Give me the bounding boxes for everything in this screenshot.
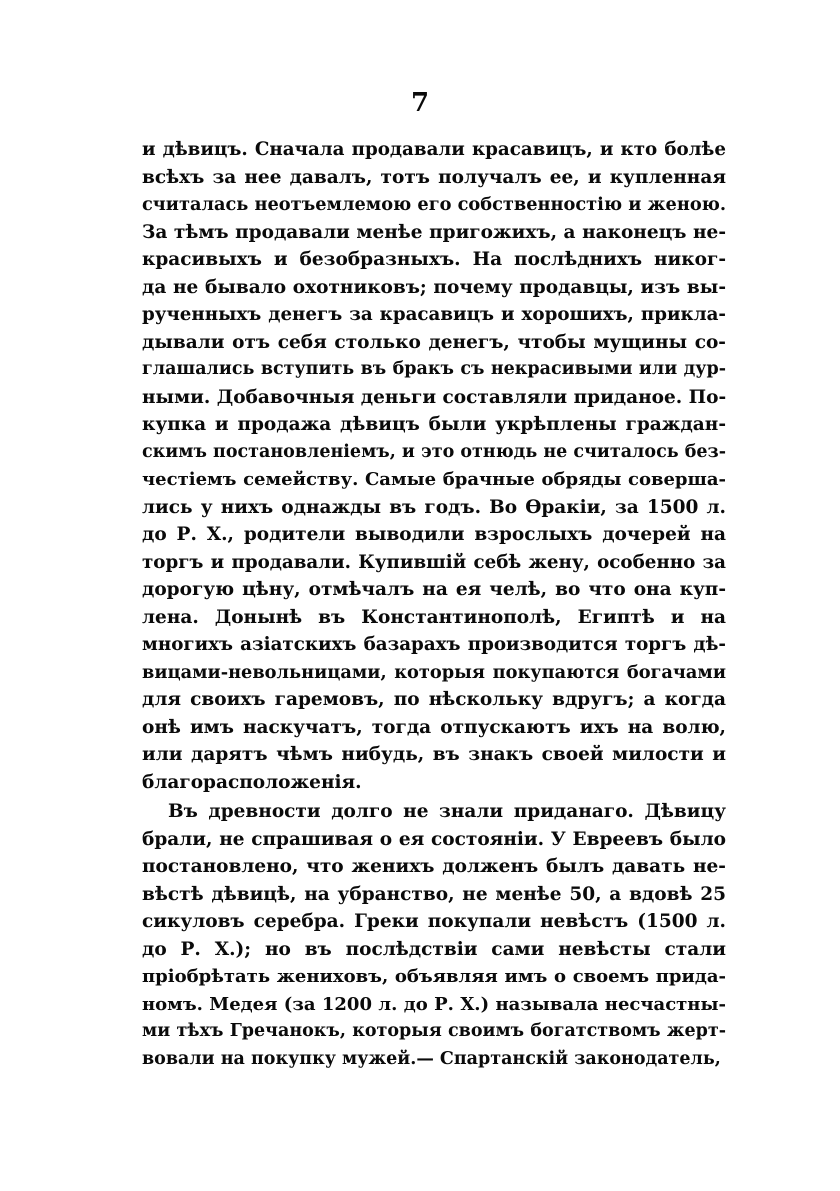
text-line: благорасположенія. — [142, 771, 362, 793]
text-line: номъ. Медея (за 1200 л. до Р. Х.) называла несчастны- — [142, 993, 726, 1015]
text-line: да не бывало охотниковъ; почему продавцы, изъ вы- — [142, 276, 726, 298]
text-line: ми тѣхъ Гречанокъ, которыя своимъ богатствомъ жерт- — [142, 1021, 726, 1041]
text-line: скимъ постановленіемъ, и это отнюдь не считалось без- — [142, 441, 726, 462]
text-line: всѣхъ за нее давалъ, тотъ получалъ ее, и купленная — [142, 166, 726, 188]
text-line: лена. Донынѣ въ Константинополѣ, Египтѣ и на — [142, 606, 726, 628]
text-line: глашались вступить въ бракъ съ некрасивыми или дур- — [142, 359, 726, 379]
text-line: многихъ азіатскихъ базарахъ производится торгъ дѣ- — [142, 634, 726, 655]
text-line: пріобрѣтать жениховъ, объявляя имъ о своемъ прида- — [142, 966, 726, 987]
text-line: до Р. Х.); но въ послѣдствіи сами невѣсты стали — [142, 938, 726, 960]
text-block — [142, 136, 726, 1073]
paragraph-1 — [142, 136, 726, 796]
text-line: ными. Добавочныя деньги составляли приданое. По- — [142, 386, 726, 408]
text-line: постановлено, что женихъ долженъ былъ давать не- — [142, 856, 726, 877]
text-line: красивыхъ и безобразныхъ. На послѣднихъ никог- — [142, 249, 726, 270]
text-line: рученныхъ денегъ за красавицъ и хорошихъ, прикла- — [142, 304, 726, 325]
text-line: или дарятъ чѣмъ нибудь, въ знакъ своей милости и — [142, 744, 726, 765]
text-line: вицами-невольницами, которыя покупаются богачами — [142, 661, 726, 683]
text-line: За тѣмъ продавали менѣе пригожихъ, а наконецъ не- — [142, 221, 726, 243]
text-line: для своихъ гаремовъ, по нѣскольку вдругъ; а когда — [142, 689, 726, 710]
text-line: купка и продажа дѣвицъ были укрѣплены граждан- — [142, 414, 726, 435]
text-line: до Р. Х., родители выводили взрослыхъ дочерей на — [142, 524, 726, 545]
text-line: считалась неотъемлемою его собственностію и женою. — [142, 194, 726, 215]
page-number: 7 — [410, 88, 430, 118]
text-line: и дѣвицъ. Сначала продавали красавицъ, и кто болѣе — [142, 139, 726, 160]
paragraph-2 — [142, 798, 726, 1073]
text-line: брали, не спрашивая о ея состояніи. У Евреевъ было — [142, 828, 726, 850]
text-line: честіемъ семейству. Самые брачные обряды соверша- — [142, 469, 726, 490]
text-line: вѣстѣ дѣвицѣ, на убранство, не менѣе 50, а вдовѣ 25 — [142, 883, 726, 905]
text-line: Въ древности долго не знали приданаго. Дѣвицу — [168, 801, 726, 822]
text-line: онѣ имъ наскучатъ, тогда отпускаютъ ихъ на волю, — [142, 716, 726, 738]
text-line: дорогую цѣну, отмѣчалъ на ея челѣ, во что она куп- — [142, 579, 726, 600]
text-line: вовали на покупку мужей.— Спартанскій законодатель, — [142, 1048, 721, 1069]
text-line: торгъ и продавали. Купившій себѣ жену, особенно за — [142, 551, 726, 573]
text-line: дывали отъ себя столько денегъ, чтобы мущины со- — [142, 331, 726, 353]
text-line: сикуловъ серебра. Греки покупали невѣстъ (1500 л. — [142, 911, 726, 932]
text-line: лись у нихъ однажды въ годъ. Во Ѳракіи, за 1500 л. — [142, 496, 726, 518]
